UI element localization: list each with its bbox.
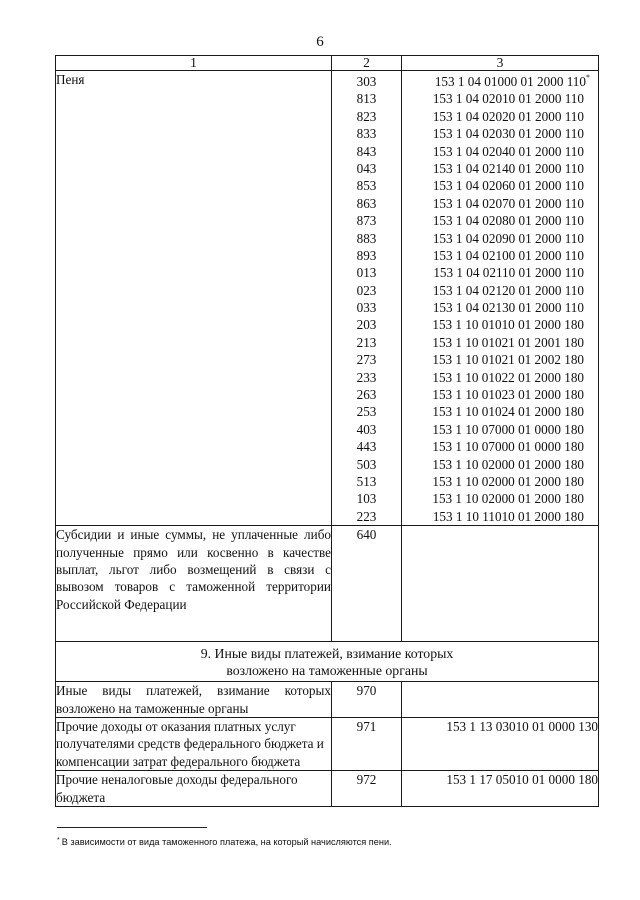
penalty-code: 233 [356,369,377,385]
row-kbk: 153 1 13 03010 01 0000 130 [402,717,599,770]
row-code: 971 [332,717,402,770]
footnote-reference-mark: * [586,73,590,82]
penalty-kbk: 153 1 10 01024 01 2000 180 [432,404,584,420]
penalty-code: 833 [356,126,377,142]
penalty-code: 013 [356,265,377,281]
penalty-kbk: 153 1 10 01021 01 2001 180 [432,334,584,350]
penalty-code: 813 [356,91,377,107]
penalty-kbk: 153 1 10 01021 01 2002 180 [432,352,584,368]
penalty-code: 103 [356,491,377,507]
penalty-code: 893 [356,247,377,263]
penalty-kbk: 153 1 10 02000 01 2000 180 [432,456,584,472]
penalty-kbk: 153 1 10 01010 01 2000 180 [432,317,584,333]
penalty-code: 253 [356,404,377,420]
penalty-kbk: 153 1 04 02020 01 2000 110 [432,108,584,124]
footnote-text: В зависимости от вида таможенного платежа, на который начисляются пени. [61,837,392,847]
penalty-kbk: 153 1 10 02000 01 2000 180 [432,491,584,507]
penalty-kbk: 153 1 10 01023 01 2000 180 [432,387,584,403]
penalty-code: 883 [356,230,377,246]
penalty-kbk: 153 1 04 02120 01 2000 110 [432,282,584,298]
penalty-code: 213 [356,334,377,350]
section-9-heading-row [56,642,599,682]
penalty-code: 023 [356,282,377,298]
table-row [56,717,599,770]
penalty-codes-cell [332,71,402,526]
header-col-2: 2 [332,56,402,71]
row-kbk: 153 1 17 05010 01 0000 180 [402,771,599,807]
penalty-code: 843 [356,143,377,159]
penalty-code: 403 [356,421,377,437]
penalty-kbk: 153 1 04 02030 01 2000 110 [432,126,584,142]
penalty-code: 823 [356,108,377,124]
penalty-code: 503 [356,456,377,472]
penalty-code: 203 [356,317,377,333]
penalty-kbk: 153 1 10 01022 01 2000 180 [432,369,584,385]
row-name: Иные виды платежей, взимание которых возложено на таможенные органы [56,683,331,716]
footnote-mark: * [57,837,60,844]
penalty-code: 873 [356,213,377,229]
table-row-penalty [56,71,599,526]
penalty-kbk: 153 1 04 02040 01 2000 110 [432,143,584,159]
penalty-kbk: 153 1 04 02080 01 2000 110 [432,213,584,229]
penalty-kbk: 153 1 04 01000 01 2000 110* [434,73,590,89]
subsidies-name: Субсидии и иные суммы, не уплаченные либо полученные прямо или косвенно в качестве выплат, льгот либо возмещений в связи с вывозом товаров с таможенной территории Российской Федерации [56,526,332,642]
penalty-kbk: 153 1 04 02140 01 2000 110 [432,160,584,176]
footnote-divider [57,827,207,828]
section-9-heading [56,642,599,682]
table-row [56,682,599,718]
penalty-code: 043 [356,160,377,176]
penalty-name: Пеня [56,71,332,526]
penalty-code: 223 [356,508,377,524]
penalty-kbk: 153 1 10 02000 01 2000 180 [432,473,584,489]
page-number: 6 [316,34,324,50]
header-col-1: 1 [56,56,332,71]
penalty-code: 513 [356,473,377,489]
penalty-code: 443 [356,439,377,455]
subsidies-kbk [402,526,599,642]
penalty-kbk: 153 1 04 02110 01 2000 110 [433,265,584,281]
penalty-code: 033 [356,300,377,316]
penalty-kbk: 153 1 04 02070 01 2000 110 [432,195,584,211]
penalty-kbk: 153 1 04 02130 01 2000 110 [432,300,584,316]
row-kbk [402,682,599,718]
table-row [56,771,599,807]
table-row-subsidies [56,526,599,642]
penalty-kbk: 153 1 10 07000 01 0000 180 [432,421,584,437]
penalty-kbk: 153 1 10 11010 01 2000 180 [432,508,584,524]
section-9-heading-line-1: 9. Иные виды платежей, взимание которых [200,646,454,662]
penalty-kbk-list [402,71,598,525]
penalty-code-list [332,71,401,525]
footnote [57,836,597,848]
row-code: 972 [332,771,402,807]
penalty-kbk: 153 1 04 02060 01 2000 110 [432,178,584,194]
table-header-row [56,56,599,71]
row-name: Прочие неналоговые доходы федерального бюджета [56,771,332,807]
penalty-code: 273 [356,352,377,368]
payment-codes-table [55,55,599,807]
penalty-code: 263 [356,387,377,403]
section-9-heading-line-2: возложено на таможенные органы [226,663,428,679]
subsidies-code: 640 [332,526,402,642]
penalty-code: 863 [356,195,377,211]
penalty-kbk: 153 1 10 07000 01 0000 180 [432,439,584,455]
penalty-kbk: 153 1 04 02100 01 2000 110 [432,247,584,263]
penalty-code: 303 [356,74,377,89]
header-col-3: 3 [402,56,599,71]
penalty-kbk-cell [402,71,599,526]
penalty-kbk: 153 1 04 02010 01 2000 110 [432,91,584,107]
row-code: 970 [332,682,402,718]
row-name: Прочие доходы от оказания платных услуг получателями средств федерального бюджета и компенсации затрат федерального бюджета [56,717,332,770]
penalty-kbk: 153 1 04 02090 01 2000 110 [432,230,584,246]
penalty-code: 853 [356,178,377,194]
